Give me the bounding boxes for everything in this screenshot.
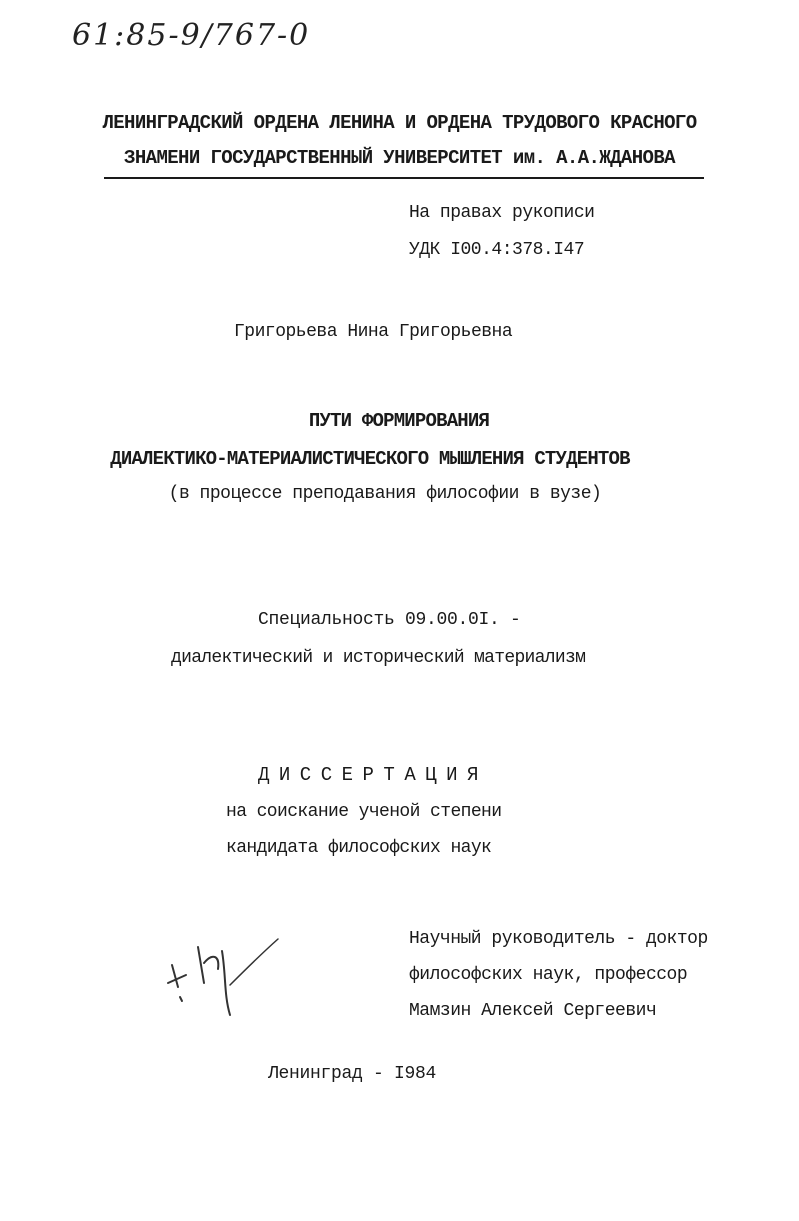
udk-code: УДК I00.4:378.I47 [409,240,585,260]
author-name: Григорьева Нина Григорьевна [234,322,513,342]
dissertation-heading: ДИССЕРТАЦИЯ [258,764,488,786]
title-line-2: ДИАЛЕКТИКО-МАТЕРИАЛИСТИЧЕСКОГО МЫШЛЕНИЯ СТУДЕНТОВ [110,448,630,470]
supervisor-line-1: Научный руководитель - доктор [409,929,708,949]
university-name-line-1: ЛЕНИНГРАДСКИЙ ОРДЕНА ЛЕНИНА И ОРДЕНА ТРУДОВОГО КРАСНОГО [102,112,697,134]
supervisor-name: Мамзин Алексей Сергеевич [409,1001,657,1021]
title-line-1: ПУТИ ФОРМИРОВАНИЯ [308,410,490,432]
title-subtitle: (в процессе преподавания философии в вузе) [168,484,602,504]
manuscript-rights: На правах рукописи [409,203,595,223]
specialty-name: диалектический и исторический материализм [171,648,586,668]
handwritten-signature [160,925,290,1025]
specialty-code: Специальность 09.00.0I. - [258,610,521,630]
degree-line-2: кандидата философских наук [226,838,492,858]
place-and-year: Ленинград - I984 [268,1064,437,1084]
university-name-line-2: ЗНАМЕНИ ГОСУДАРСТВЕННЫЙ УНИВЕРСИТЕТ им. А.А.ЖДАНОВА [124,147,675,169]
header-divider [104,177,704,179]
degree-line-1: на соискание ученой степени [226,802,502,822]
supervisor-line-2: философских наук, профессор [409,965,688,985]
archive-handwritten-note: 61:85-9/767-0 [72,18,311,53]
